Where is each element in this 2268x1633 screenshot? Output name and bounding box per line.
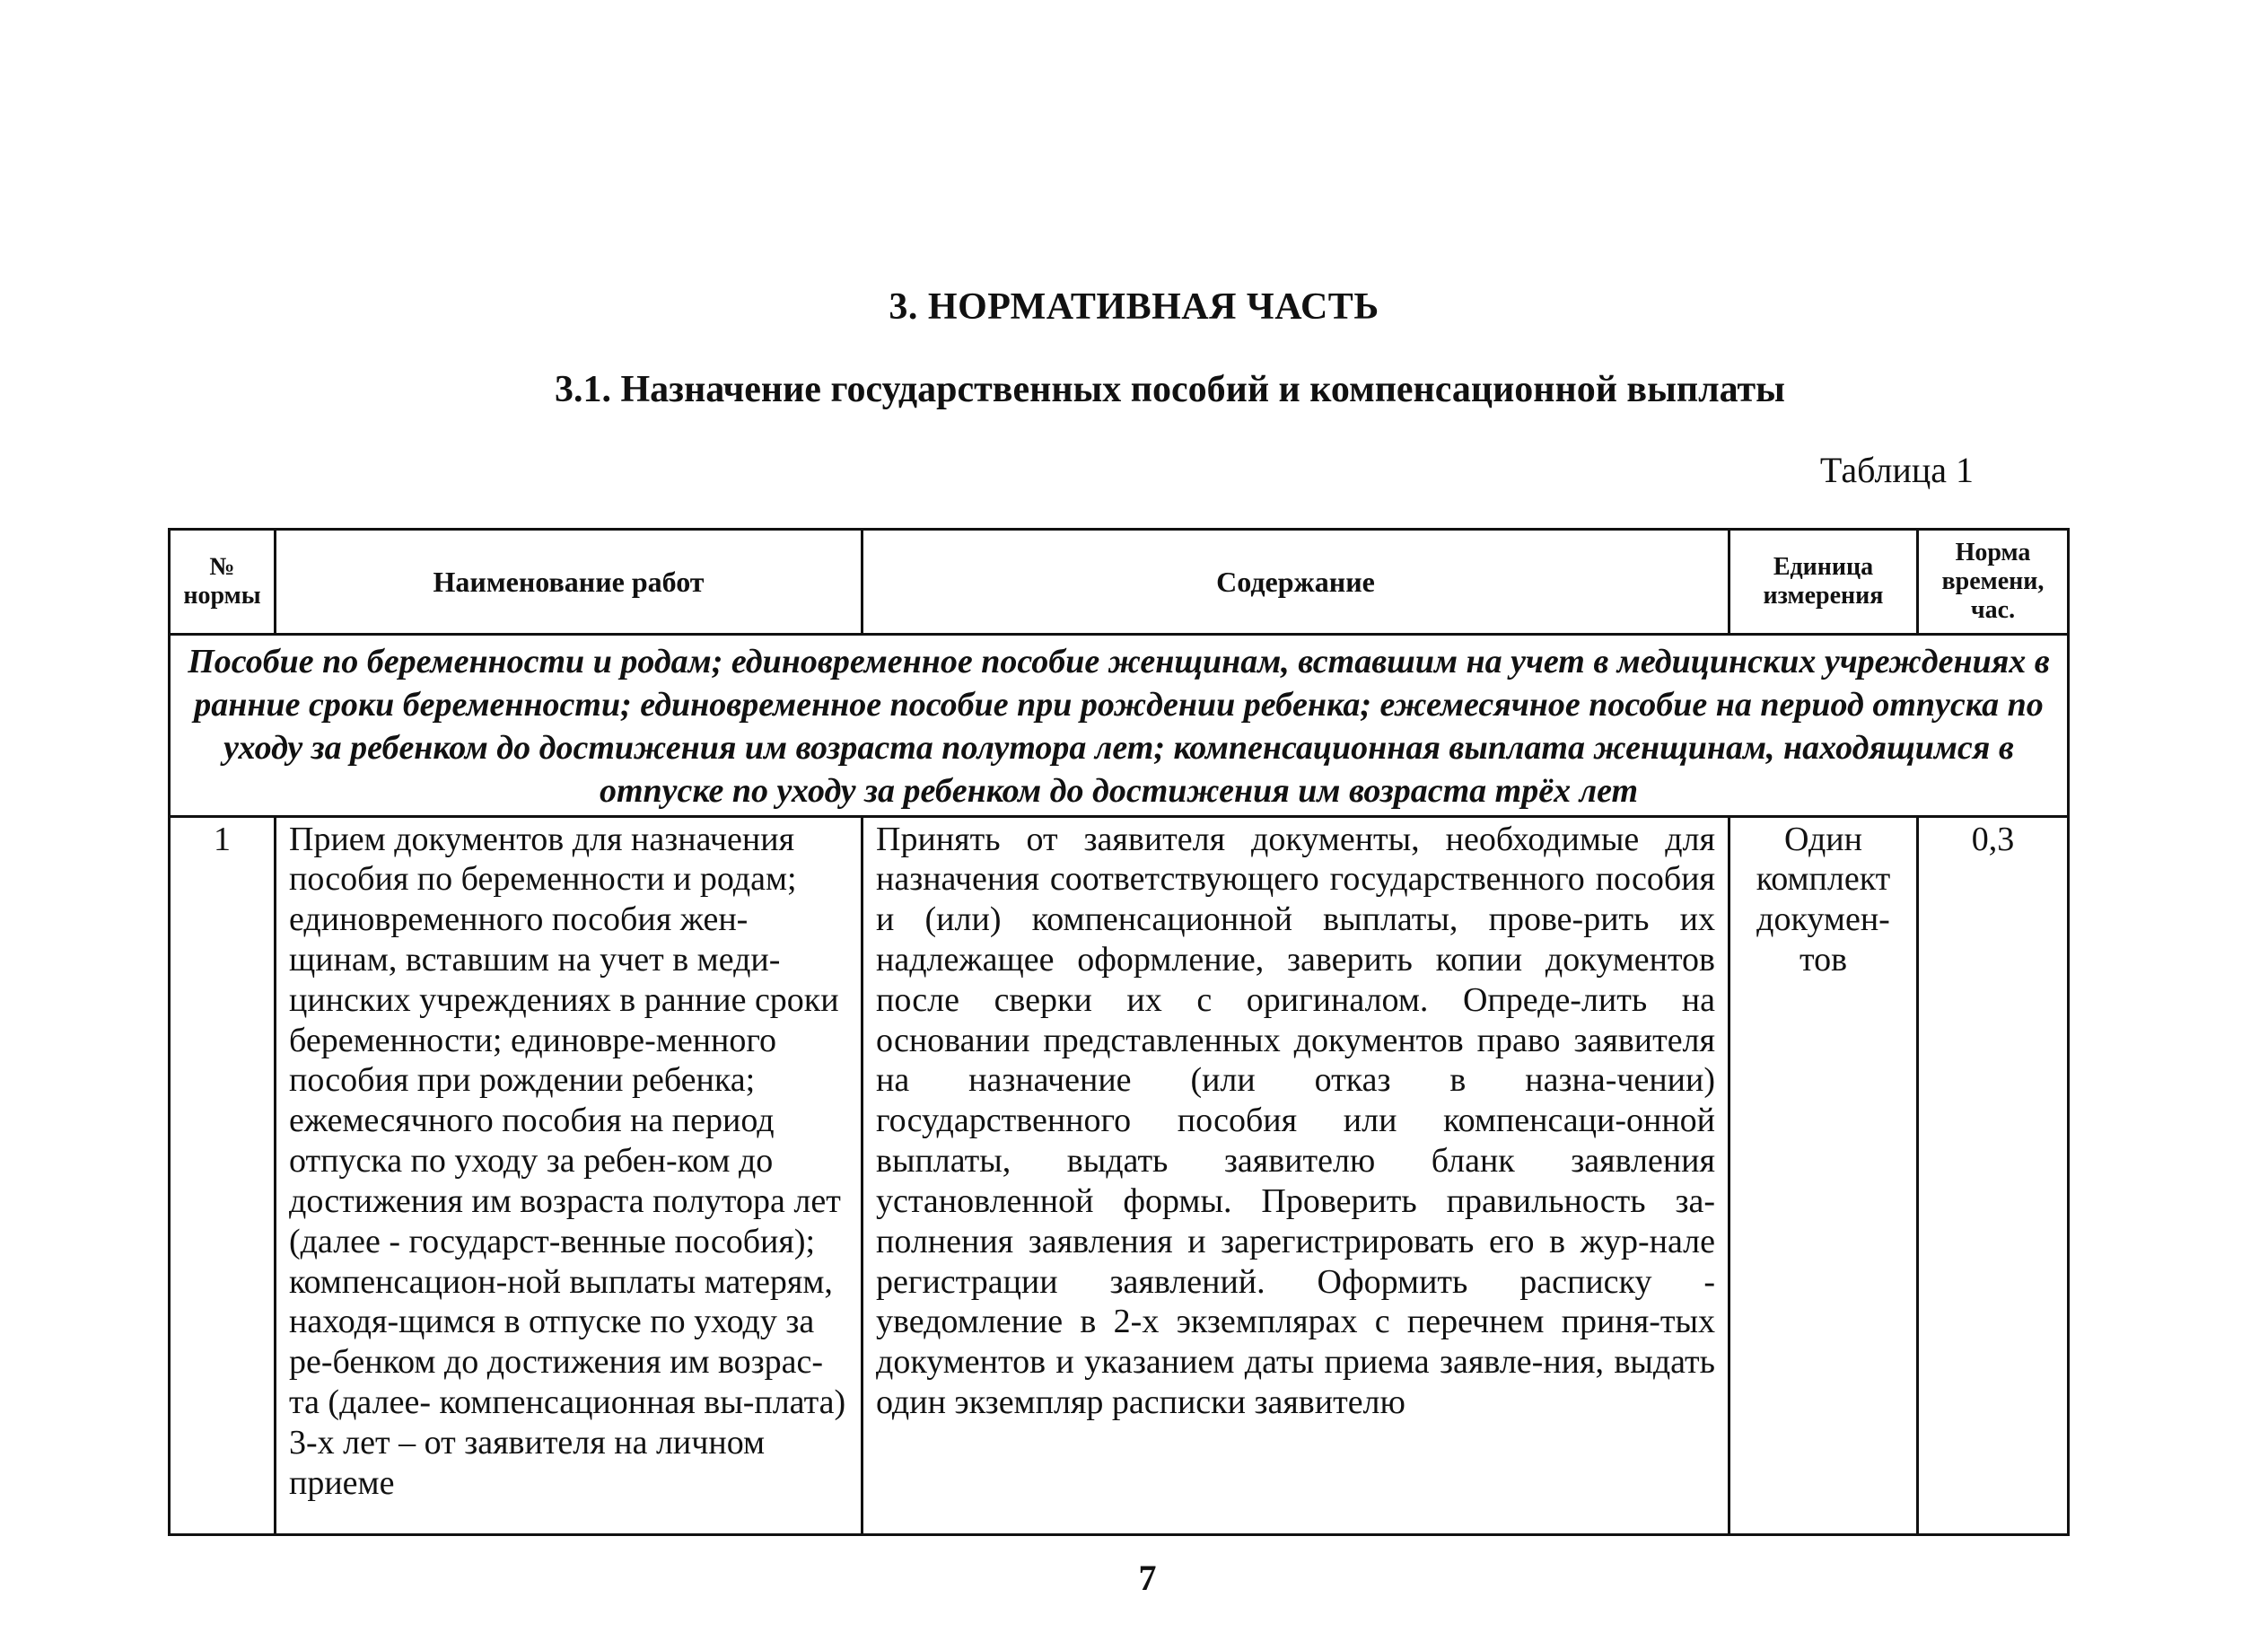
header-time-norm: Норма времени, час. [1918, 530, 2069, 635]
row-time-norm: 0,3 [1918, 816, 2069, 1534]
norm-table [168, 528, 2070, 1536]
group-title: Пособие по беременности и родам; единовременное пособие женщинам, вставшим на учет в медицинских учреждениях в ранние сроки беременности; единовременное пособие при рождении ребенка; ежемесячное пособие на период отпуска по уходу за ребенком до достижения им возраста полутора лет; компенсационная выплата женщинам, находящимся в отпуске по уходу за ребенком до достижения им возраста трёх лет [170, 635, 2069, 817]
row-work-name: Прием документов для назначения пособия по беременности и родам; единовременного пособия жен-щинам, вставшим на учет в меди-цинских учреждениях в ранние сроки беременности; единовре-менного пособия при рождении ребенка; ежемесячного пособия на период отпуска по уходу за ребен-ком до достижения им возраста полутора лет (далее - государст-венные пособия); компенсацион-ной выплаты матерям, находя-щимся в отпуске по уходу за ре-бенком до достижения им возрас-та (далее- компенсационная вы-плата) 3-х лет – от заявителя на личном приеме [276, 816, 863, 1534]
header-norm-number: № нормы [170, 530, 276, 635]
table-label: Таблица 1 [1819, 450, 1974, 490]
header-content: Содержание [863, 530, 1729, 635]
main-title: 3. НОРМАТИВНАЯ ЧАСТЬ [889, 286, 1379, 328]
section-title: 3.1. Назначение государственных пособий и компенсационной выплаты [555, 369, 1785, 410]
page-number: 7 [1138, 1558, 1157, 1598]
row-unit: Один комплект докумен-тов [1729, 816, 1918, 1534]
row-norm-number: 1 [170, 816, 276, 1534]
table-row [170, 816, 2069, 1534]
header-row [170, 530, 2069, 635]
row-content: Принять от заявителя документы, необходимые для назначения соответствующего государственного пособия и (или) компенсационной выплаты, прове-рить их надлежащее оформление, заверить копии документов после сверки их с оригиналом. Опреде-лить на основании представленных документов право заявителя на назначение (или отказ в назна-чении) государственного пособия или компенсаци-онной выплаты, выдать заявителю бланк заявления установленной формы. Проверить правильность за-полнения заявления и зарегистрировать его в жур-нале регистрации заявлений. Оформить расписку - уведомление в 2-х экземплярах с перечнем приня-тых документов и указанием даты приема заявле-ния, выдать один экземпляр расписки заявителю [863, 816, 1729, 1534]
header-work-name: Наименование работ [276, 530, 863, 635]
group-row [170, 635, 2069, 817]
header-unit: Единица измерения [1729, 530, 1918, 635]
